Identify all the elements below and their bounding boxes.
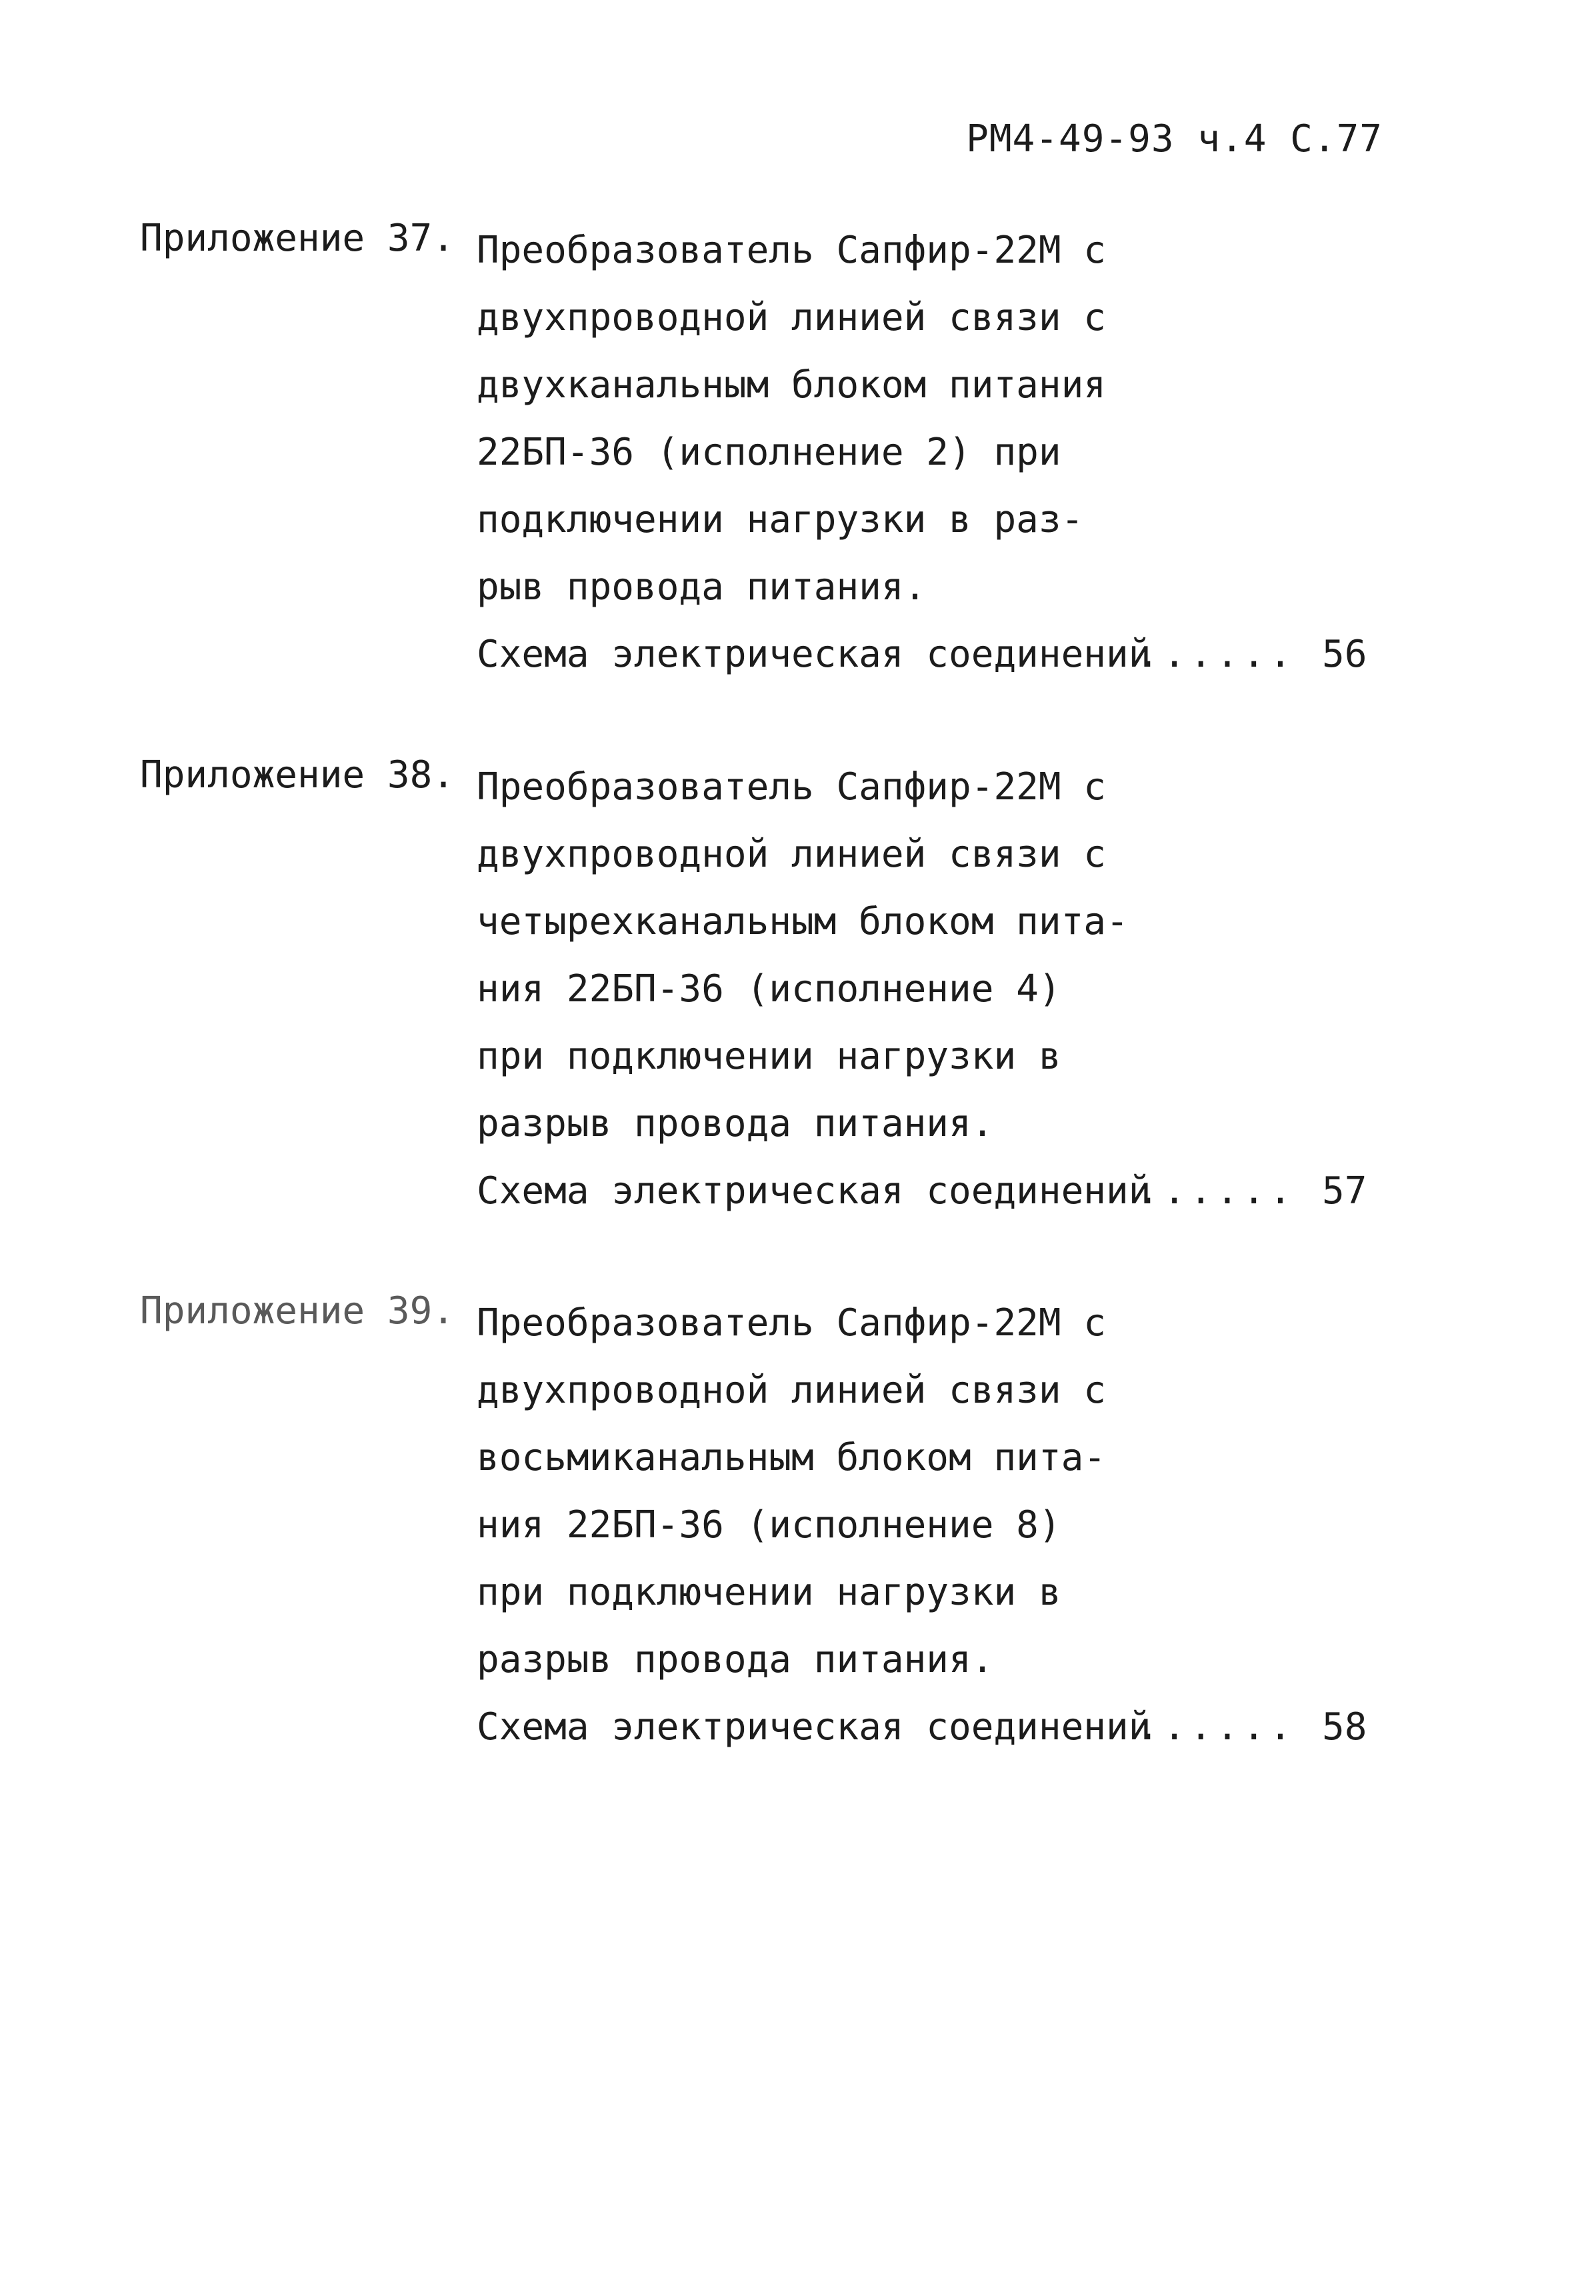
description-line: двухканальным блоком питания: [477, 363, 1107, 407]
leader-dots: ......: [1137, 1169, 1296, 1213]
description-line: двухпроводной линией связи с: [477, 1369, 1107, 1412]
leader-dots: ......: [1137, 633, 1296, 676]
leader-dots: ......: [1137, 1705, 1296, 1749]
description-line: разрыв провода питания.: [477, 1102, 994, 1145]
page-number: 57: [1322, 1169, 1367, 1213]
appendix-label: Приложение 39.: [140, 1289, 455, 1333]
scheme-row: [477, 1157, 1370, 1225]
scheme-row: [477, 1693, 1370, 1761]
page-number: 58: [1322, 1705, 1367, 1749]
description-line: двухпроводной линией связи с: [477, 296, 1107, 339]
description-line: двухпроводной линией связи с: [477, 833, 1107, 876]
description-line: восьмиканальным блоком пита-: [477, 1436, 1107, 1479]
description-line: 22БП-36 (исполнение 2) при: [477, 431, 1061, 474]
appendix-description: [477, 753, 1370, 1225]
appendix-label: Приложение 37.: [140, 217, 455, 260]
document-reference: РМ4-49-93 ч.4 С.77: [966, 117, 1383, 161]
scheme-row: [477, 621, 1370, 688]
appendix-description: [477, 1289, 1370, 1761]
description-line: при подключении нагрузки в: [477, 1035, 1061, 1078]
scheme-title: Схема электрическая соединений: [477, 1169, 1151, 1213]
description-line: ния 22БП-36 (исполнение 8): [477, 1503, 1061, 1547]
appendix-label: Приложение 38.: [140, 753, 455, 797]
description-line: подключении нагрузки в раз-: [477, 498, 1084, 541]
description-line: четырехканальным блоком пита-: [477, 900, 1129, 943]
description-line: рыв провода питания.: [477, 565, 927, 609]
scheme-title: Схема электрическая соединений: [477, 633, 1151, 676]
description-line: разрыв провода питания.: [477, 1638, 994, 1681]
page-number: 56: [1322, 633, 1367, 676]
description-line: Преобразователь Сапфир-22М с: [477, 229, 1107, 272]
scheme-title: Схема электрическая соединений: [477, 1705, 1151, 1749]
appendix-description: [477, 217, 1370, 688]
description-line: Преобразователь Сапфир-22М с: [477, 765, 1107, 809]
description-line: при подключении нагрузки в: [477, 1571, 1061, 1614]
description-line: ния 22БП-36 (исполнение 4): [477, 967, 1061, 1011]
description-line: Преобразователь Сапфир-22М с: [477, 1301, 1107, 1345]
